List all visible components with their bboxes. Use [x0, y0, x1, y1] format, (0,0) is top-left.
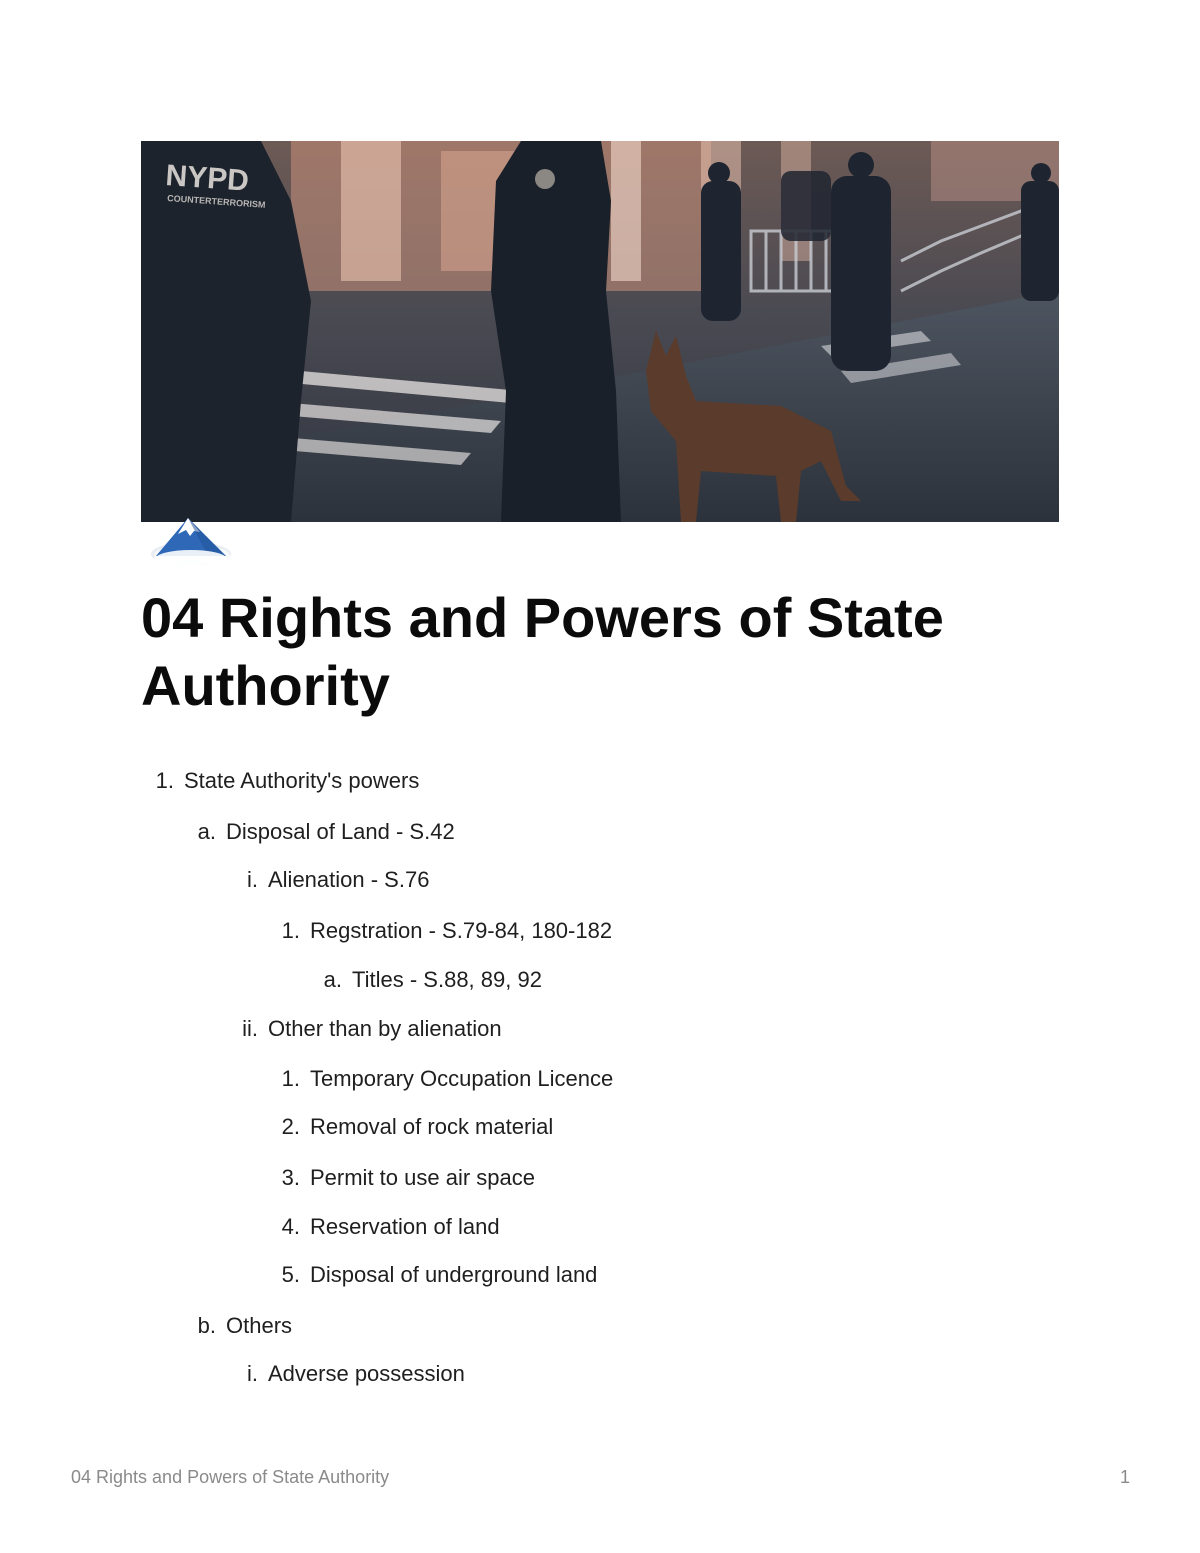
- list-marker: 5.: [281, 1262, 300, 1287]
- list-item-text: Others: [226, 1313, 293, 1338]
- list-marker: 1.: [281, 918, 300, 943]
- list-item-text: Adverse possession: [268, 1361, 465, 1386]
- list-marker: 4.: [281, 1214, 300, 1239]
- list-item-text: Regstration - S.79-84, 180-182: [310, 918, 613, 943]
- list-item-text: State Authority's powers: [184, 768, 420, 793]
- snow-capped-mountain-icon: [148, 512, 234, 572]
- list-marker: a.: [323, 967, 342, 992]
- list-marker: 2.: [281, 1114, 300, 1139]
- list-item-text: Temporary Occupation Licence: [310, 1066, 614, 1091]
- footer-page-number: 1: [1119, 1467, 1130, 1487]
- cover-image: [141, 141, 1059, 522]
- cover-sign-subtext: COUNTERTERRORISM: [166, 193, 266, 210]
- cover-sign-text: NYPD: [164, 159, 250, 198]
- list-item-text: Removal of rock material: [310, 1114, 554, 1139]
- list-item-text: Other than by alienation: [268, 1016, 502, 1041]
- list-item-text: Alienation - S.76: [268, 867, 430, 892]
- list-item-text: Disposal of underground land: [310, 1262, 598, 1287]
- list-marker: ii.: [242, 1016, 258, 1041]
- list-marker: 1.: [155, 768, 174, 793]
- footer-document-title: 04 Rights and Powers of State Authority: [71, 1467, 390, 1487]
- list-item-text: Titles - S.88, 89, 92: [352, 967, 542, 992]
- page-title: 04 Rights and Powers of State Authority: [141, 586, 944, 717]
- list-marker: a.: [197, 819, 216, 844]
- list-item-text: Disposal of Land - S.42: [226, 819, 455, 844]
- list-marker: 1.: [281, 1066, 300, 1091]
- list-marker: b.: [197, 1313, 216, 1338]
- list-marker: i.: [247, 867, 258, 892]
- list-item-text: Reservation of land: [310, 1214, 500, 1239]
- list-item-text: Permit to use air space: [310, 1165, 535, 1190]
- list-marker: i.: [247, 1361, 258, 1386]
- list-marker: 3.: [281, 1165, 300, 1190]
